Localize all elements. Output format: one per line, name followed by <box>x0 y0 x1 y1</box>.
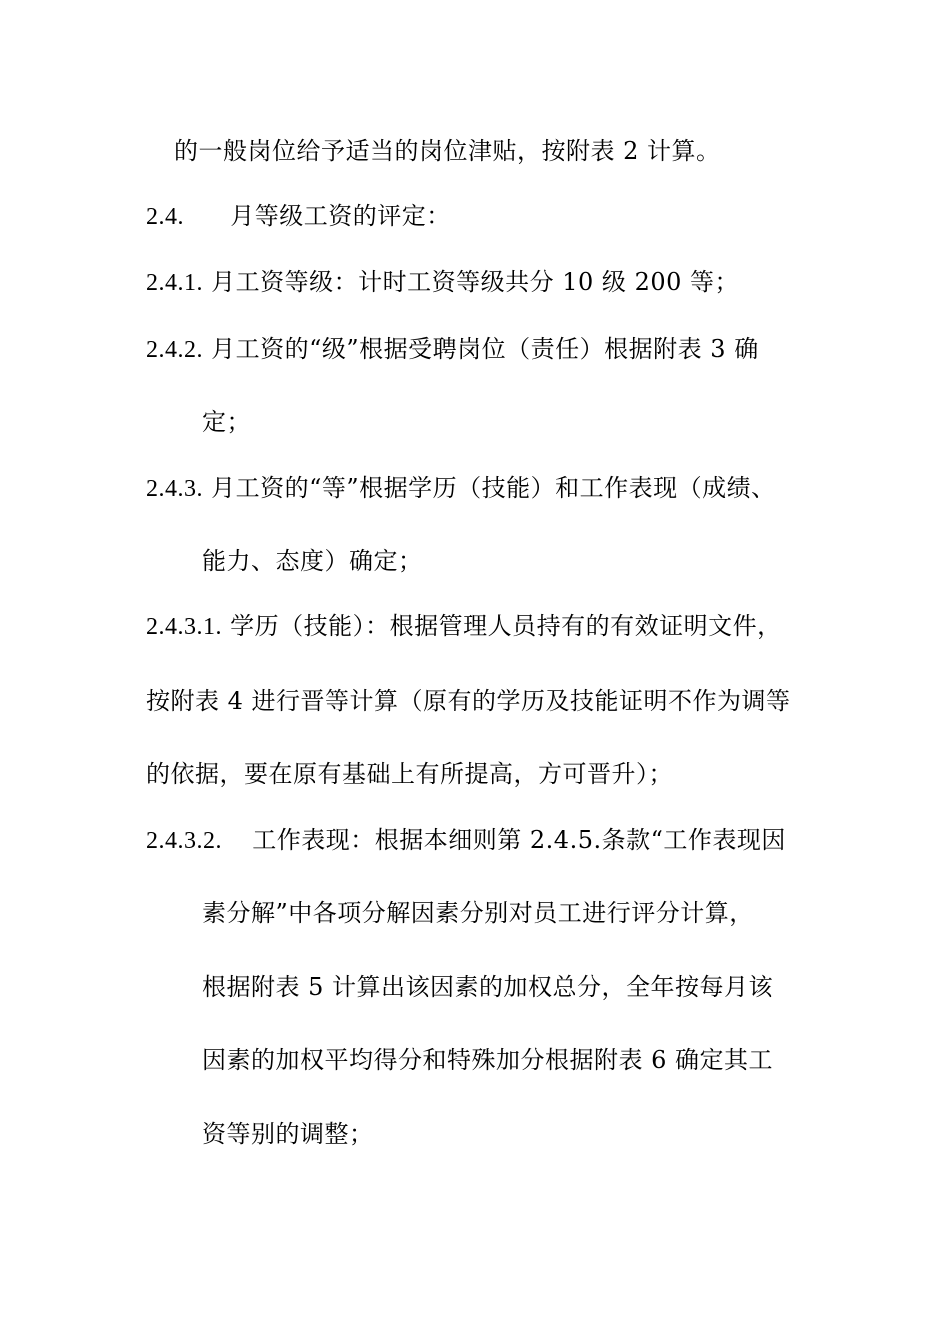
clause-text: 月工资等级：计时工资等级共分 10 级 200 等； <box>211 268 740 296</box>
clause-text: 学历（技能）：根据管理人员持有的有效证明文件， <box>230 612 782 640</box>
clause-number: 2.4.2. <box>146 337 203 363</box>
clause-number: 2.4.1. <box>146 270 203 296</box>
clause-line <box>146 334 759 365</box>
section-heading <box>146 201 451 232</box>
paragraph-line <box>146 686 791 716</box>
line-text: 因素的加权平均得分和特殊加分根据附表 6 确定其工 <box>202 1046 774 1074</box>
clause-text: 月工资的“等”根据学历（技能）和工作表现（成绩、 <box>211 474 776 502</box>
clause-continuation <box>202 972 773 1002</box>
clause-continuation <box>202 1045 773 1075</box>
line-text: 定； <box>202 408 251 436</box>
clause-number: 2.4.3. <box>146 476 203 502</box>
clause-text: 月工资的“级”根据受聘岗位（责任）根据附表 3 确 <box>211 335 759 363</box>
section-title: 月等级工资的评定： <box>230 202 451 230</box>
clause-continuation <box>202 898 754 928</box>
clause-continuation <box>202 407 251 437</box>
line-text: 的依据，要在原有基础上有所提高，方可晋升）； <box>146 760 673 788</box>
line-text: 素分解”中各项分解因素分别对员工进行评分计算， <box>202 899 754 927</box>
clause-continuation <box>202 1119 374 1149</box>
line-text: 根据附表 5 计算出该因素的加权总分，全年按每月该 <box>202 973 774 1001</box>
clause-line <box>146 611 782 642</box>
section-number: 2.4. <box>146 204 184 230</box>
clause-continuation <box>202 546 423 576</box>
clause-line <box>146 267 739 298</box>
line-text: 资等别的调整； <box>202 1120 374 1148</box>
clause-line <box>146 473 776 504</box>
clause-number: 2.4.3.2. <box>146 828 222 854</box>
paragraph-line <box>146 759 673 789</box>
line-text: 的一般岗位给予适当的岗位津贴，按附表 2 计算。 <box>174 137 721 165</box>
line-text: 按附表 4 进行晋等计算（原有的学历及技能证明不作为调等 <box>146 687 791 715</box>
paragraph-line <box>174 136 721 166</box>
clause-line <box>146 825 786 856</box>
clause-text: 工作表现：根据本细则第 2.4.5.条款“工作表现因 <box>252 826 786 854</box>
clause-number: 2.4.3.1. <box>146 614 222 640</box>
line-text: 能力、态度）确定； <box>202 547 423 575</box>
